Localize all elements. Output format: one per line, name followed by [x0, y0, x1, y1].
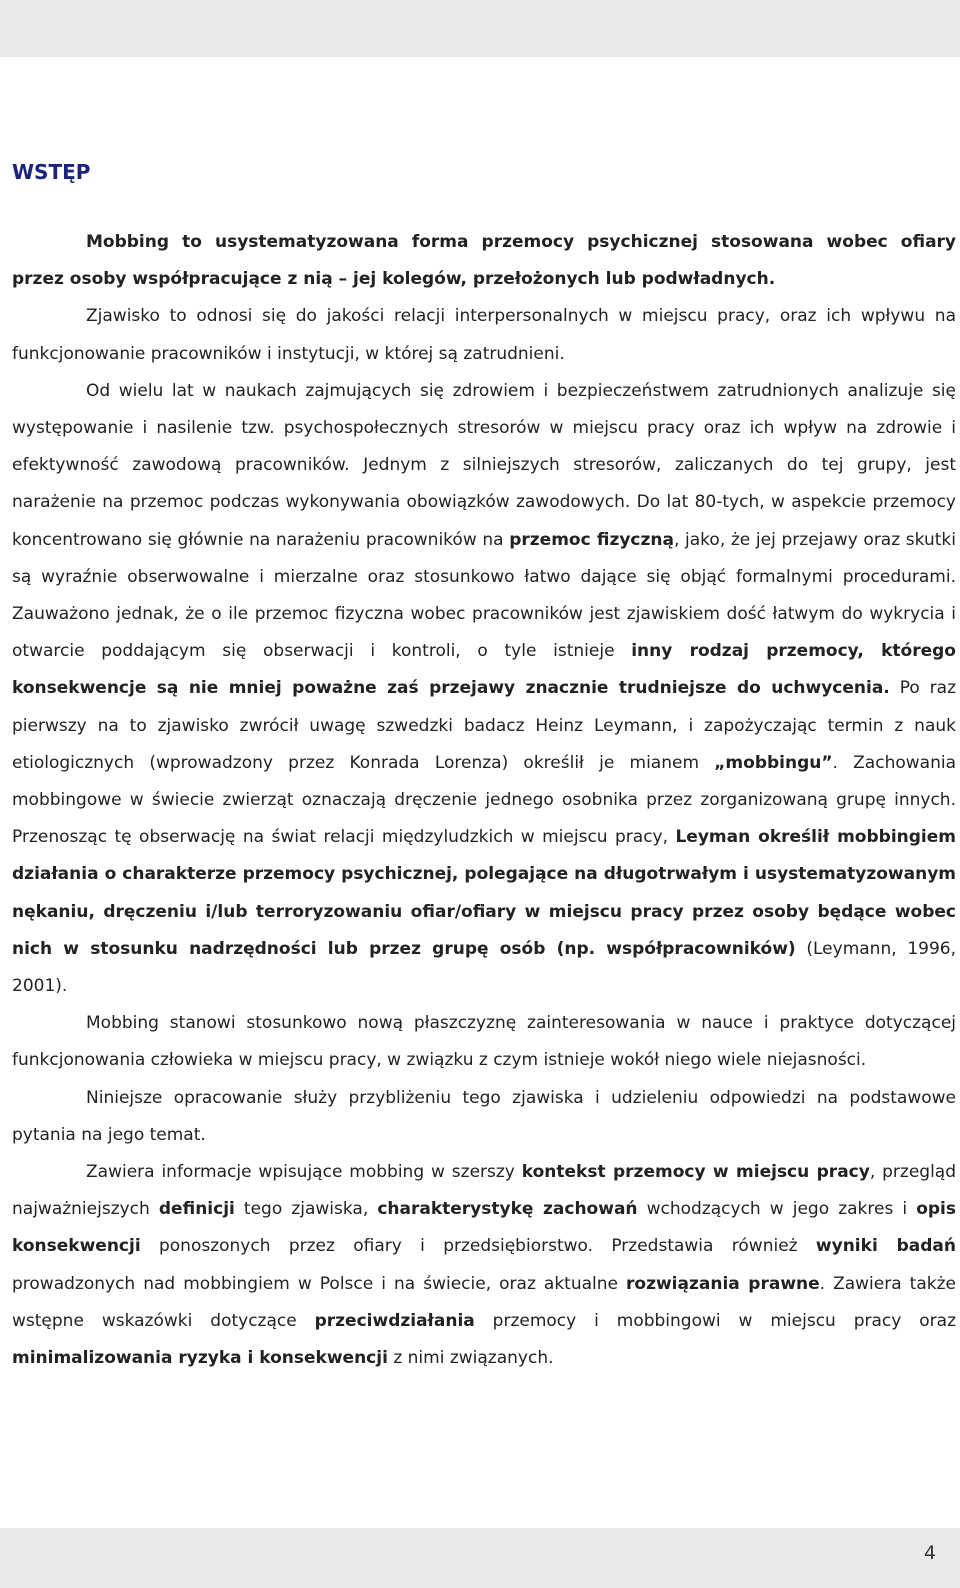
text-run: tego zjawiska, — [234, 1199, 378, 1220]
bold-text-run: minimalizowania ryzyka i konsekwencji — [12, 1348, 388, 1369]
bold-text-run: Mobbing to usystematyzowana forma przemocy psychicznej stosowana wobec ofiary przez osoby współpracujące z nią – jej kolegów, przełożonych lub podwładnych. — [12, 232, 956, 290]
paragraph-intro-definition — [12, 224, 956, 298]
bold-text-run: definicji — [158, 1199, 235, 1220]
text-run: Od wielu lat w naukach zajmujących się zdrowiem i bezpieczeństwem zatrudnionych analizuje się występowanie i nasilenie tzw. psychospołecznych stresorów w miejscu pracy oraz ich wpływ na zdrowie i efektywność zawodową pracowników. Jednym z silniejszych stresorów, zaliczanych do tej grupy, jest narażenie na przemoc podczas wykonywania obowiązków zawodowych. Do lat 80-tych, w aspekcie przemocy koncentrowano się głównie na narażeniu pracowników na — [12, 380, 956, 550]
text-run: ponoszonych przez ofiary i przedsiębiorstwo. Przedstawia również — [140, 1236, 816, 1257]
top-page-band — [0, 0, 960, 57]
paragraph-purpose — [12, 1080, 956, 1154]
bold-text-run: rozwiązania prawne — [626, 1273, 820, 1294]
bold-text-run: przemoc fizyczną — [509, 529, 674, 550]
body-text — [12, 224, 956, 1377]
text-run: (Leymann, 1996, 2001). — [12, 938, 956, 997]
text-run: . Zachowania mobbingowe w świecie zwierząt oznaczają dręczenie jednego osobnika przez zorganizowaną grupę innych. Przenosząc tę obserwację na świat relacji międzyludzkich w miejscu pracy, — [12, 752, 956, 848]
text-run: . Zawiera także wstępne wskazówki dotyczące — [12, 1273, 956, 1331]
text-run: Po raz pierwszy na to zjawisko zwrócił uwagę szwedzki badacz Heinz Leymann, i zapożyczając termin z nauk etiologicznych (wprowadzony przez Konrada Lorenza) określił je mianem — [12, 678, 957, 773]
paragraph-contents — [12, 1154, 956, 1377]
paragraph-relations — [12, 298, 956, 372]
paragraph-history — [12, 373, 956, 1005]
bold-text-run: kontekst przemocy w miejscu pracy — [521, 1162, 870, 1183]
bold-text-run: inny rodzaj przemocy, którego konsekwencje są nie mniej poważne zaś przejawy znacznie trudniejsze do uchwycenia. — [12, 641, 956, 699]
section-heading: WSTĘP — [12, 160, 91, 184]
text-run: Niniejsze opracowanie służy przybliżeniu tego zjawiska i udzieleniu odpowiedzi na podstawowe pytania na jego temat. — [12, 1087, 956, 1145]
bold-text-run: „mobbingu” — [714, 752, 833, 773]
bold-text-run: charakterystykę zachowań — [377, 1199, 638, 1220]
bold-text-run: wyniki badań — [815, 1236, 956, 1257]
paragraph-novelty — [12, 1005, 956, 1079]
text-run: Zjawisko to odnosi się do jakości relacji interpersonalnych w miejscu pracy, oraz ich wpływu na funkcjonowanie pracowników i instytucji, w której są zatrudnieni. — [12, 306, 956, 364]
text-run: wchodzących w jego zakres i — [637, 1199, 917, 1220]
text-run: Mobbing stanowi stosunkowo nową płaszczyznę zainteresowania w nauce i praktyce dotyczącej funkcjonowania człowieka w miejscu pracy, w związku z czym istnieje wokół niego wiele niejasności. — [12, 1013, 956, 1071]
text-run: , jako, że jej przejawy oraz skutki są wyraźnie obserwowalne i mierzalne oraz stosunkowo łatwo dające się objąć formalnymi procedurami. Zauważono jednak, że o ile przemoc fizyczna wobec pracowników jest zjawiskiem dość łatwym do wykrycia i otwarcie poddającym się obserwacji i kontroli, o tyle istnieje — [12, 529, 956, 662]
text-run: prowadzonych nad mobbingiem w Polsce i na świecie, oraz aktualne — [12, 1273, 627, 1294]
bold-text-run: przeciwdziałania — [314, 1310, 475, 1331]
bold-text-run: opis konsekwencji — [12, 1199, 956, 1257]
bold-text-run: Leyman określił mobbingiem działania o charakterze przemocy psychicznej, polegające na długotrwałym i usystematyzowanym nękaniu, dręczeniu i/lub terroryzowaniu ofiar/ofiary w miejscu pracy przez osoby będące wobec nich w stosunku nadrzędności lub przez grupę osób (np. współpracowników) — [12, 827, 956, 959]
page-number: 4 — [923, 1542, 936, 1564]
text-run: , przegląd najważniejszych — [12, 1162, 957, 1220]
bottom-page-band — [0, 1528, 960, 1588]
text-run: z nimi związanych. — [387, 1348, 554, 1369]
text-run: Zawiera informacje wpisujące mobbing w szerszy — [86, 1162, 522, 1183]
text-run: przemocy i mobbingowi w miejscu pracy oraz — [474, 1310, 956, 1331]
